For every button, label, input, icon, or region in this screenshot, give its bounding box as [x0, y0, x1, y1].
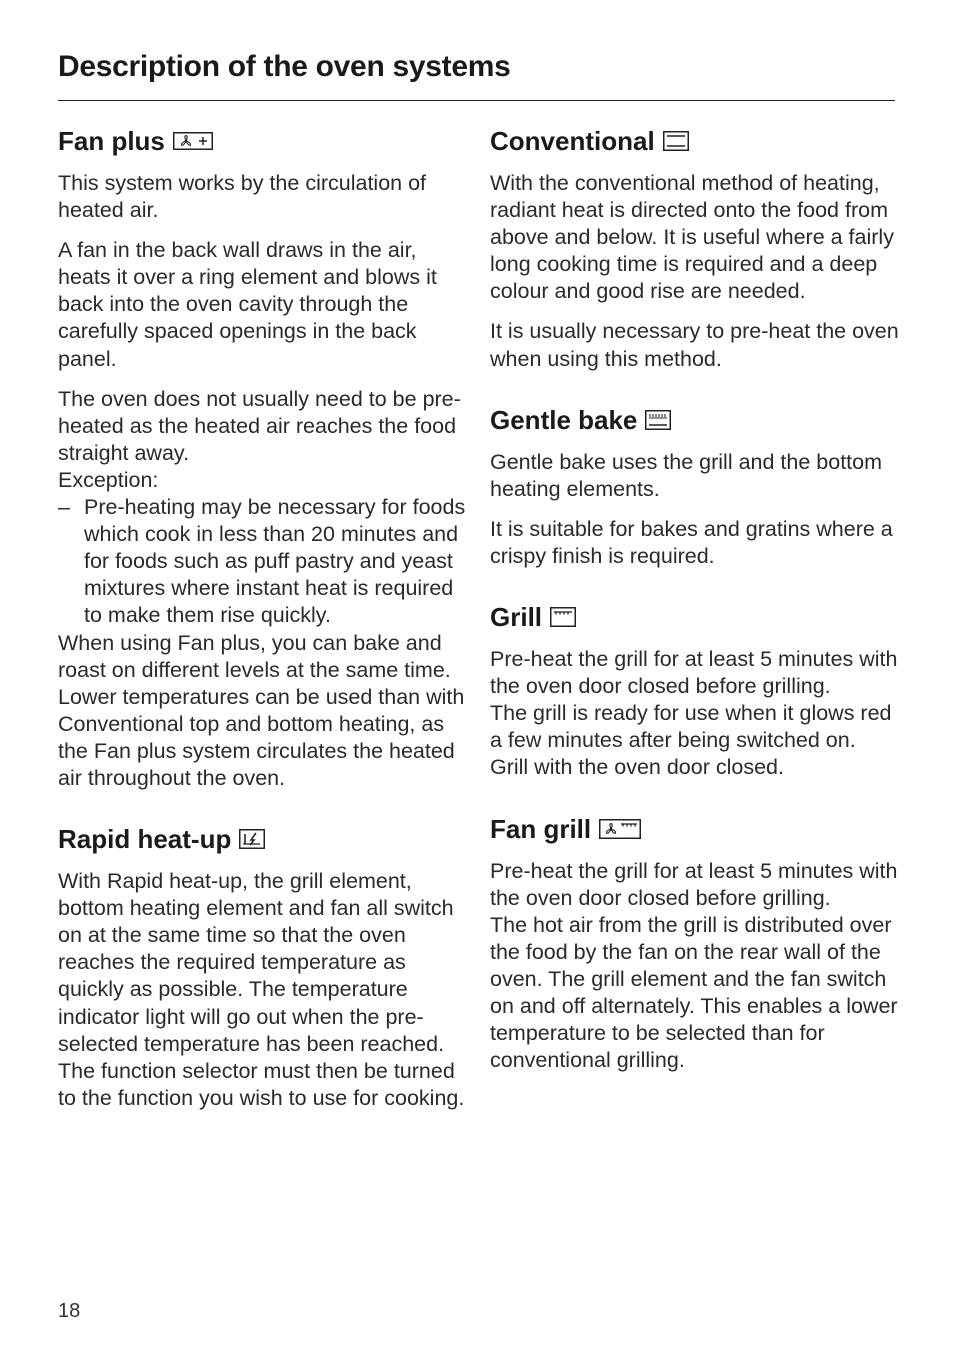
fan-plus-exception-list — [58, 494, 468, 629]
right-column — [490, 122, 900, 1102]
list-item — [58, 494, 468, 629]
rapid-heat-up-paragraph: With Rapid heat-up, the grill element, bottom heating element and fan all switch on at the same time so that the oven reaches the required temperature as quickly as possible. The temperature indicator light will go out when the pre-selected temperature has been reached. The function selector must then be turned to the function you wish to use for cooking. — [58, 869, 465, 1110]
section-gentle-bake — [490, 401, 900, 570]
grill-paragraph: Pre-heat the grill for at least 5 minutes with the oven door closed before grilling. — [490, 647, 898, 699]
fan-plus-paragraph: When using Fan plus, you can bake and roast on different levels at the same time. — [58, 630, 451, 682]
fan-grill-heading — [490, 810, 900, 848]
fan-plus-paragraph: A fan in the back wall draws in the air, heats it over a ring element and blows it back into the oven cavity through the carefully spaced openings in the back panel. — [58, 238, 437, 371]
page-title: Description of the oven systems — [58, 50, 511, 83]
gentle-bake-paragraph: Gentle bake uses the grill and the bottom heating elements. — [490, 449, 883, 501]
rapid-heat-up-heading-text: Rapid heat-up — [58, 824, 232, 855]
section-conventional — [490, 122, 900, 373]
rapid-heat-up-heading — [58, 820, 468, 858]
fan-plus-heading-text: Fan plus — [58, 126, 165, 156]
grill-heading-text: Grill — [490, 602, 543, 633]
fan-plus-paragraph: This system works by the circulation of heated air. — [58, 171, 427, 223]
conventional-paragraph: It is usually necessary to pre-heat the oven when using this method. — [490, 319, 899, 371]
section-grill — [490, 598, 900, 781]
grill-paragraph: The grill is ready for use when it glows red a few minutes after being switched on. — [490, 701, 892, 753]
fan-grill-symbol-icon — [599, 819, 641, 839]
conventional-heading-text: Conventional — [490, 126, 655, 156]
conventional-paragraph: With the conventional method of heating, radiant heat is directed onto the food from above and below. It is useful where a fairly long cooking time is required and a deep colour and good rise are needed. — [490, 171, 894, 304]
conventional-symbol-icon — [663, 131, 689, 151]
fan-grill-paragraph: Pre-heat the grill for at least 5 minutes with the oven door closed before grilling. — [490, 858, 898, 910]
section-fan-grill — [490, 810, 900, 1075]
section-fan-plus — [58, 122, 468, 792]
section-rapid-heat-up — [58, 820, 468, 1112]
fan-plus-heading — [58, 122, 468, 160]
rapid-heat-up-symbol-icon — [239, 829, 265, 849]
fan-plus-paragraph: The oven does not usually need to be pre-heated as the heated air reaches the food straight away. — [58, 386, 461, 465]
grill-heading — [490, 598, 900, 636]
gentle-bake-heading-text: Gentle bake — [490, 404, 638, 435]
fan-grill-heading-text: Fan grill — [490, 813, 592, 844]
grill-symbol-icon — [550, 607, 576, 627]
fan-plus-symbol-icon — [173, 132, 213, 150]
gentle-bake-symbol-icon — [645, 410, 671, 430]
gentle-bake-paragraph: It is suitable for bakes and gratins where a crispy finish is required. — [490, 516, 893, 568]
fan-plus-paragraph: Lower temperatures can be used than with Conventional top and bottom heating, as the Fan plus system circulates the heated air throughout the oven. — [58, 684, 465, 790]
page-number: 18 — [58, 1300, 81, 1322]
dash-bullet: – — [58, 495, 70, 520]
grill-paragraph: Grill with the oven door closed. — [490, 755, 784, 780]
fan-grill-paragraph: The hot air from the grill is distributed over the food by the fan on the rear wall of the oven. The grill element and the fan switch on and off alternately. This enables a lower temperature to be selected than for conventional grilling. — [490, 912, 898, 1073]
title-divider — [58, 100, 895, 101]
conventional-heading — [490, 122, 900, 160]
fan-plus-exception-label: Exception: — [58, 467, 159, 492]
left-column — [58, 122, 468, 1140]
list-item-text: Pre-heating may be necessary for foods which cook in less than 20 minutes and for foods such as puff pastry and yeast mixtures where instant heat is required to make them rise quickly. — [84, 495, 466, 628]
gentle-bake-heading — [490, 401, 900, 439]
